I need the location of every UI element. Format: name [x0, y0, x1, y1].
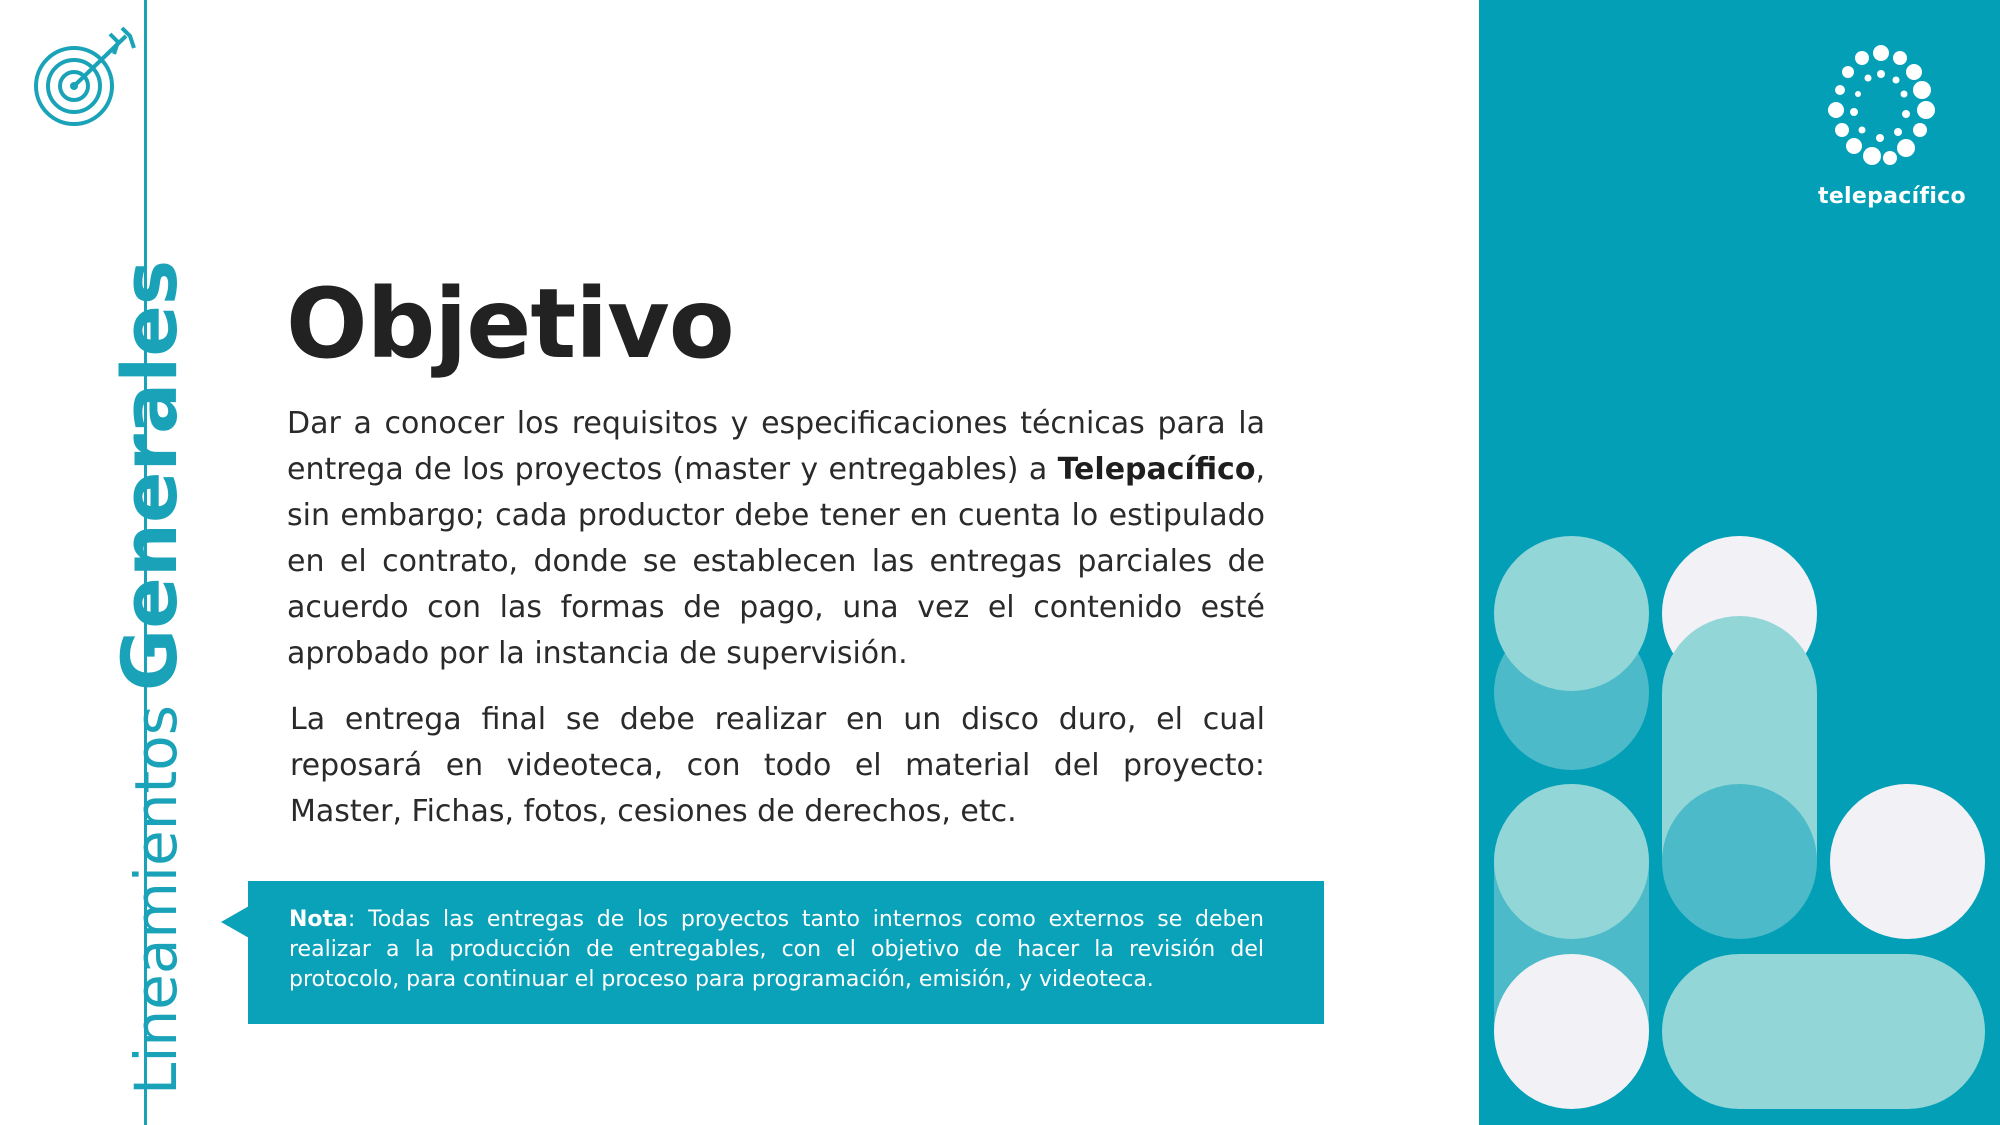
- target-icon: [30, 24, 138, 132]
- objective-text-end: , sin embargo; cada productor debe tener en cuenta lo estipulado en el contrato, donde se establecen las entregas parciales de acuerdo con las formas de pago, una vez el contenido esté aprobado por la instancia de supervisión.: [287, 452, 1265, 671]
- section-title-bold: Generales: [105, 259, 194, 692]
- note-text: [289, 905, 1264, 995]
- decor-circle-mid-2: [1662, 784, 1817, 939]
- decor-circle-white-3: [1494, 954, 1649, 1109]
- decor-circle-white-2: [1830, 784, 1985, 939]
- brand-name: telepacífico: [1818, 184, 1966, 209]
- note-body: : Todas las entregas de los proyectos tanto internos como externos se deben realizar a la producción de entregables, con el objetivo de hacer la revisión del protocolo, para continuar el proceso para programación, emisión, y videoteca.: [289, 907, 1264, 992]
- page-title: Objetivo: [286, 268, 734, 380]
- note-pointer: [221, 906, 249, 938]
- section-title: [105, 259, 194, 1095]
- brand-mention: Telepacífico: [1057, 452, 1256, 487]
- telepacifico-logo-icon: [1818, 44, 1944, 170]
- decor-circle-light-2: [1494, 784, 1649, 939]
- note-label: Nota: [289, 907, 348, 932]
- section-title-light: Lineamientos: [122, 705, 190, 1095]
- decor-pill-light-horizontal: [1662, 954, 1985, 1109]
- decor-circle-light-1: [1494, 536, 1649, 691]
- delivery-paragraph: La entrega final se debe realizar en un disco duro, el cual reposará en videoteca, con todo el material del proyecto: Master, Fichas, fotos, cesiones de derechos, etc.: [290, 702, 1265, 829]
- objective-paragraph: [287, 401, 1265, 677]
- objective-text-start: Dar a conocer los requisitos y especificaciones técnicas para la entrega de los proyectos (master y entregables) a: [287, 406, 1265, 487]
